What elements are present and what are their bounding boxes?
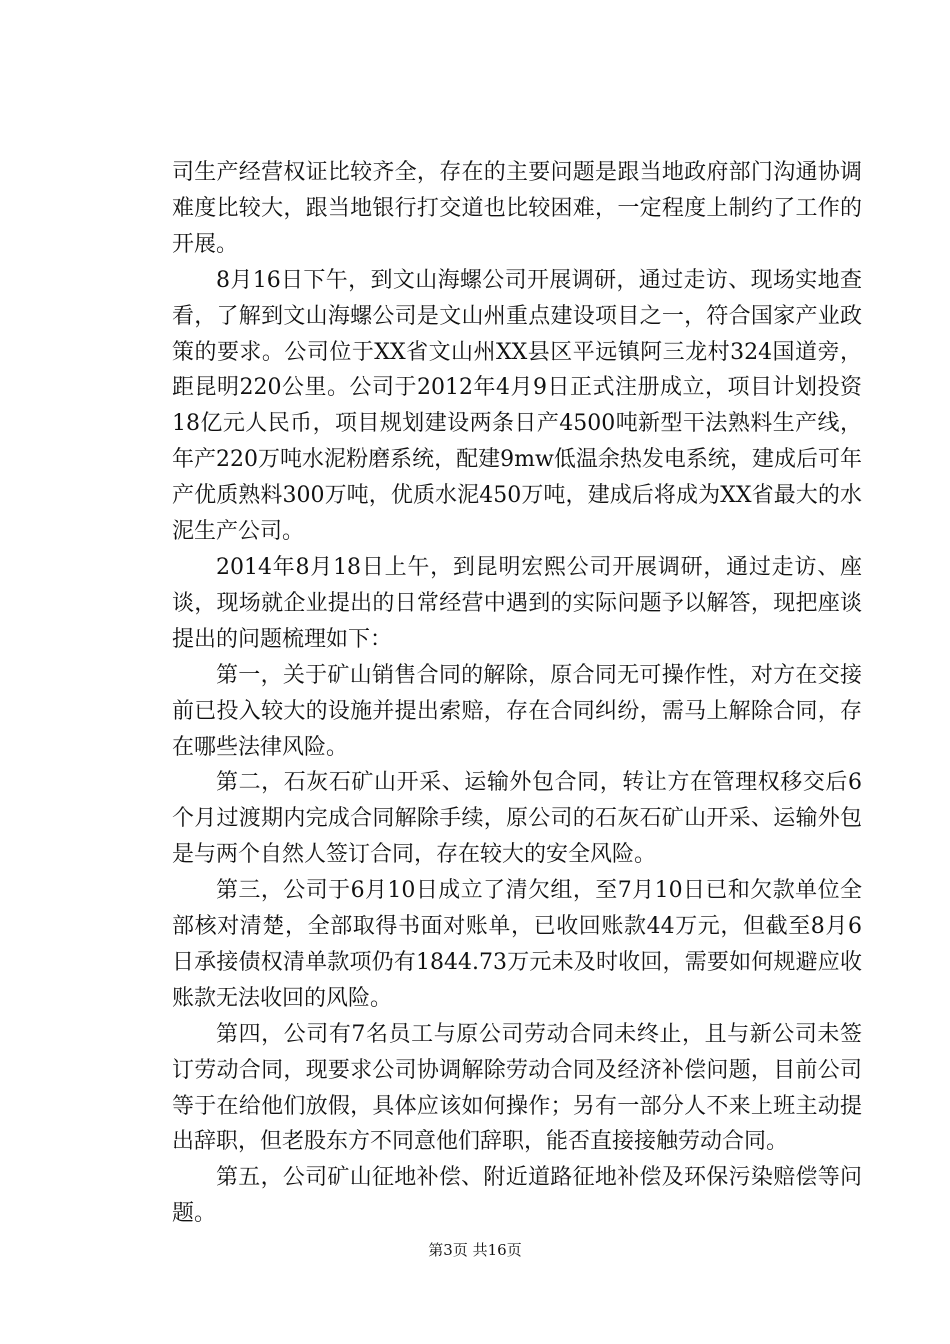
page-number-footer: 第3页 共16页: [428, 1241, 522, 1259]
paragraph-issue-3: 第三，公司于6月10日成立了清欠组，至7月10日已和欠款单位全部核对清楚，全部取得书面对账单，已收回账款44万元，但截至8月6日承接债权清单款项仍有1844.73万元未及时收回，需要如何规避应收账款无法收回的风险。: [172, 878, 862, 1011]
paragraph-wenshan-visit: 8月16日下午，到文山海螺公司开展调研，通过走访、现场实地查看，了解到文山海螺公司是文山州重点建设项目之一，符合国家产业政策的要求。公司位于XX省文山州XX县区平远镇阿三龙村324国道旁，距昆明220公里。公司于2012年4月9日正式注册成立，项目计划投资18亿元人民币，项目规划建设两条日产4500吨新型干法熟料生产线，年产220万吨水泥粉磨系统，配建9mw低温余热发电系统，建成后可年产优质熟料300万吨，优质水泥450万吨，建成后将成为XX省最大的水泥生产公司。: [172, 267, 862, 545]
paragraph-issue-5: 第五，公司矿山征地补偿、附近道路征地补偿及环保污染赔偿等问题。: [172, 1165, 862, 1227]
paragraph-issue-2: 第二，石灰石矿山开采、运输外包合同，转让方在管理权移交后6个月过渡期内完成合同解除手续，原公司的石灰石矿山开采、运输外包是与两个自然人签订合同，存在较大的安全风险。: [172, 770, 862, 868]
paragraph-issue-1: 第一，关于矿山销售合同的解除，原合同无可操作性，对方在交接前已投入较大的设施并提出索赔，存在合同纠纷，需马上解除合同，存在哪些法律风险。: [172, 662, 862, 760]
document-body: [172, 155, 862, 1232]
paragraph-issue-4: 第四，公司有7名员工与原公司劳动合同未终止，且与新公司未签订劳动合同，现要求公司协调解除劳动合同及经济补偿问题，目前公司等于在给他们放假，具体应该如何操作；另有一部分人不来上班主动提出辞职，但老股东方不同意他们辞职，能否直接接触劳动合同。: [172, 1021, 862, 1155]
paragraph-continuation: 司生产经营权证比较齐全，存在的主要问题是跟当地政府部门沟通协调难度比较大，跟当地银行打交道也比较困难，一定程度上制约了工作的开展。: [172, 160, 862, 257]
paragraph-kunming-visit: 2014年8月18日上午，到昆明宏熙公司开展调研，通过走访、座谈，现场就企业提出的日常经营中遇到的实际问题予以解答，现把座谈提出的问题梳理如下：: [172, 554, 862, 652]
